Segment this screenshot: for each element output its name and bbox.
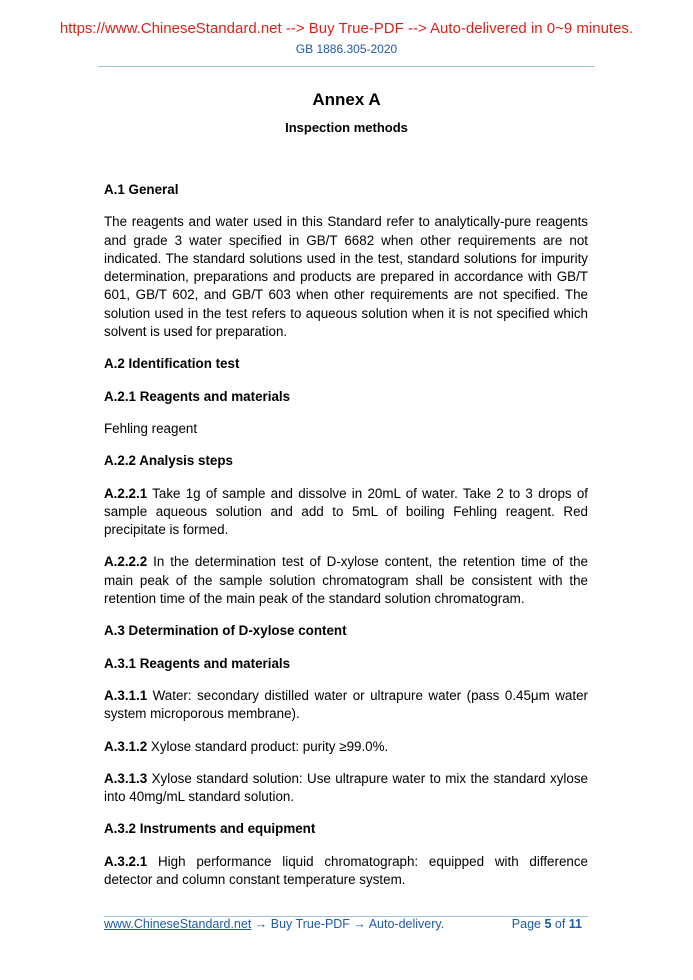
section-heading-a22: A.2.2 Analysis steps [104, 453, 234, 469]
document-body [104, 181, 588, 903]
section-heading-a3: A.3 Determination of D-xylose content [104, 623, 347, 639]
paragraph-a321 [104, 853, 588, 890]
clause-number-a222: A.2.2.2 [104, 554, 148, 570]
footer-promo-tail: → Buy True-PDF → Auto-delivery. [251, 917, 445, 931]
page-footer [104, 916, 588, 937]
paragraph-a313 [104, 770, 588, 807]
clause-text-a313: Xylose standard solution: Use ultrapure water to mix the standard xylose into 40mg/mL standard solution. [104, 770, 588, 805]
header-divider [98, 66, 595, 67]
page-label: Page [511, 917, 545, 931]
section-heading-a32: A.3.2 Instruments and equipment [104, 821, 316, 837]
annex-subtitle: Inspection methods [285, 120, 408, 135]
clause-number-a311: A.3.1.1 [104, 687, 148, 703]
page-of: of [551, 917, 569, 931]
paragraph-a221 [104, 485, 588, 540]
footer-promo [104, 917, 444, 931]
section-heading-a2: A.2 Identification test [104, 356, 240, 372]
paragraph-a222 [104, 553, 588, 608]
annex-title: Annex A [312, 90, 381, 109]
page-indicator [512, 917, 582, 931]
paragraph-a21: Fehling reagent [104, 420, 198, 436]
page-total: 11 [568, 917, 582, 931]
clause-text-a321: High performance liquid chromatograph: equipped with difference detector and column constant temperature system. [104, 853, 588, 888]
paragraph-a311 [104, 687, 588, 724]
section-heading-a21: A.2.1 Reagents and materials [104, 388, 291, 404]
promo-banner[interactable]: https://www.ChineseStandard.net --> Buy True-PDF --> Auto-delivered in 0~9 minutes. [59, 20, 634, 37]
section-heading-a1: A.1 General [104, 182, 179, 197]
clause-text-a312: Xylose standard product: purity ≥99.0%. [147, 738, 389, 754]
paragraph-a1: The reagents and water used in this Standard refer to analytically-pure reagents and grade 3 water specified in GB/T 6682 when other requirements are not indicated. The standard solutions used in the test, standard solutions for impurity determination, preparations and products are prepared in accordance with GB/T 601, GB/T 602, and GB/T 603 when other requirements are not specified. The solution used in the test refers to aqueous solution when it is not specified which solvent is used for preparation. [104, 214, 588, 340]
clause-text-a311: Water: secondary distilled water or ultrapure water (pass 0.45μm water system microporous membrane). [104, 687, 588, 722]
standard-number: GB 1886.305-2020 [295, 42, 398, 56]
section-heading-a31: A.3.1 Reagents and materials [104, 655, 291, 671]
clause-number-a321: A.3.2.1 [104, 853, 148, 869]
footer-website-link[interactable]: www.ChineseStandard.net [104, 917, 252, 931]
clause-text-a221: Take 1g of sample and dissolve in 20mL of water. Take 2 to 3 drops of sample aqueous solution and add to 5mL of boiling Fehling reagent. Red precipitate is formed. [104, 485, 588, 538]
page-current: 5 [544, 917, 552, 931]
paragraph-a312 [104, 738, 588, 756]
clause-number-a221: A.2.2.1 [104, 485, 148, 501]
clause-text-a222: In the determination test of D-xylose content, the retention time of the main peak of the sample solution chromatogram shall be consistent with the retention time of the main peak of the standard solution chromatogram. [104, 554, 588, 607]
clause-number-a312: A.3.1.2 [104, 738, 148, 754]
clause-number-a313: A.3.1.3 [104, 770, 148, 786]
